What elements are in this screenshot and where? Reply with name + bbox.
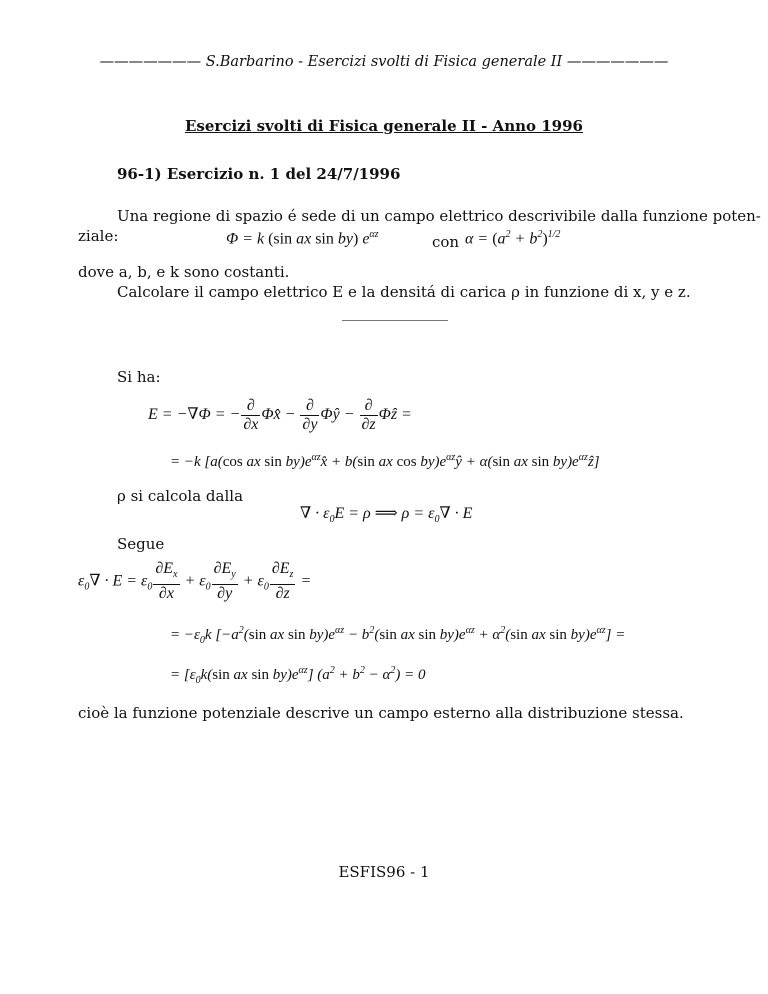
document-title: Esercizi svolti di Fisica generale II - Anno 1996 — [185, 117, 583, 135]
given-line-2: Calcolare il campo elettrico E e la densitá di carica ρ in funzione di x, y e z. — [117, 283, 691, 301]
field-components-equation: = −k [a(cos ax $\sin by)e^{\alpha z}x̂ + b(\sin$ ax $\cos by)e^{\alpha z}ŷ + \alpha(\sin$ ax $\sin by)e^{\alpha z}ẑ$] — [170, 452, 600, 470]
intro-line-2: ziale: — [78, 227, 119, 245]
con-label: con — [432, 233, 460, 251]
separator-line — [342, 320, 448, 321]
divergence-expanded-equation: = $-\varepsilon_0k$ [$-a^2(\sin$ ax $\sin by)e^{\alpha z} - b^2(\sin$ ax $\sin by)e^{\alpha z} + \alpha^2(\sin$ ax $\sin by)e^{\alpha z}$] = — [170, 625, 626, 646]
field-gradient-equation: E = −∇Φ = − $\frac{\partial}{\partial x}$ Φx̂ − $\frac{\partial}{\partial y}$ Φŷ − $\frac{\partial}{\partial z}$ Φẑ = — [148, 397, 412, 433]
page-header: ——————— S.Barbarino - Esercizi svolti di Fisica generale II ——————— — [99, 54, 669, 70]
exercise-heading: 96-1) Esercizio n. 1 del 24/7/1996 — [117, 165, 401, 183]
page-footer: ESFIS96 - 1 — [338, 863, 430, 881]
si-ha-label: Si ha: — [117, 368, 161, 386]
segue-label: Segue — [117, 535, 165, 553]
potential-formula: Φ = k (sin ax sin by) $e^{\alpha z}$ — [226, 229, 379, 248]
divergence-result-equation: = [$\varepsilon_0k(\sin$ ax $\sin by)e^{\alpha z}$] $(a^2 + b^2 - \alpha^2) = 0$ — [170, 665, 426, 686]
given-line-1: dove a, b, e k sono costanti. — [78, 263, 290, 281]
rho-label: ρ si calcola dalla — [117, 487, 244, 505]
conclusion-text: cioè la funzione potenziale descrive un campo esterno alla distribuzione stessa. — [78, 704, 684, 722]
divergence-equation: $\varepsilon_0\nabla \cdot E = \varepsilon_0$ $\frac{\partial E_x}{\partial x}$ + $\varepsilon_0$ $\frac{\partial E_y}{\partial y}$ + $\varepsilon_0$ $\frac{\partial E_z}{\partial z}$ = — [78, 560, 312, 603]
alpha-definition: $\alpha = (a^2 + b^2)^{1/2}$ — [465, 229, 561, 248]
gauss-law-equation: ∇ · $\varepsilon_0E = \rho$ ⟹ $\rho = \varepsilon_0\nabla \cdot E$ — [300, 505, 473, 526]
intro-line-1: Una regione di spazio é sede di un campo elettrico descrivibile dalla funzione poten- — [117, 207, 761, 225]
